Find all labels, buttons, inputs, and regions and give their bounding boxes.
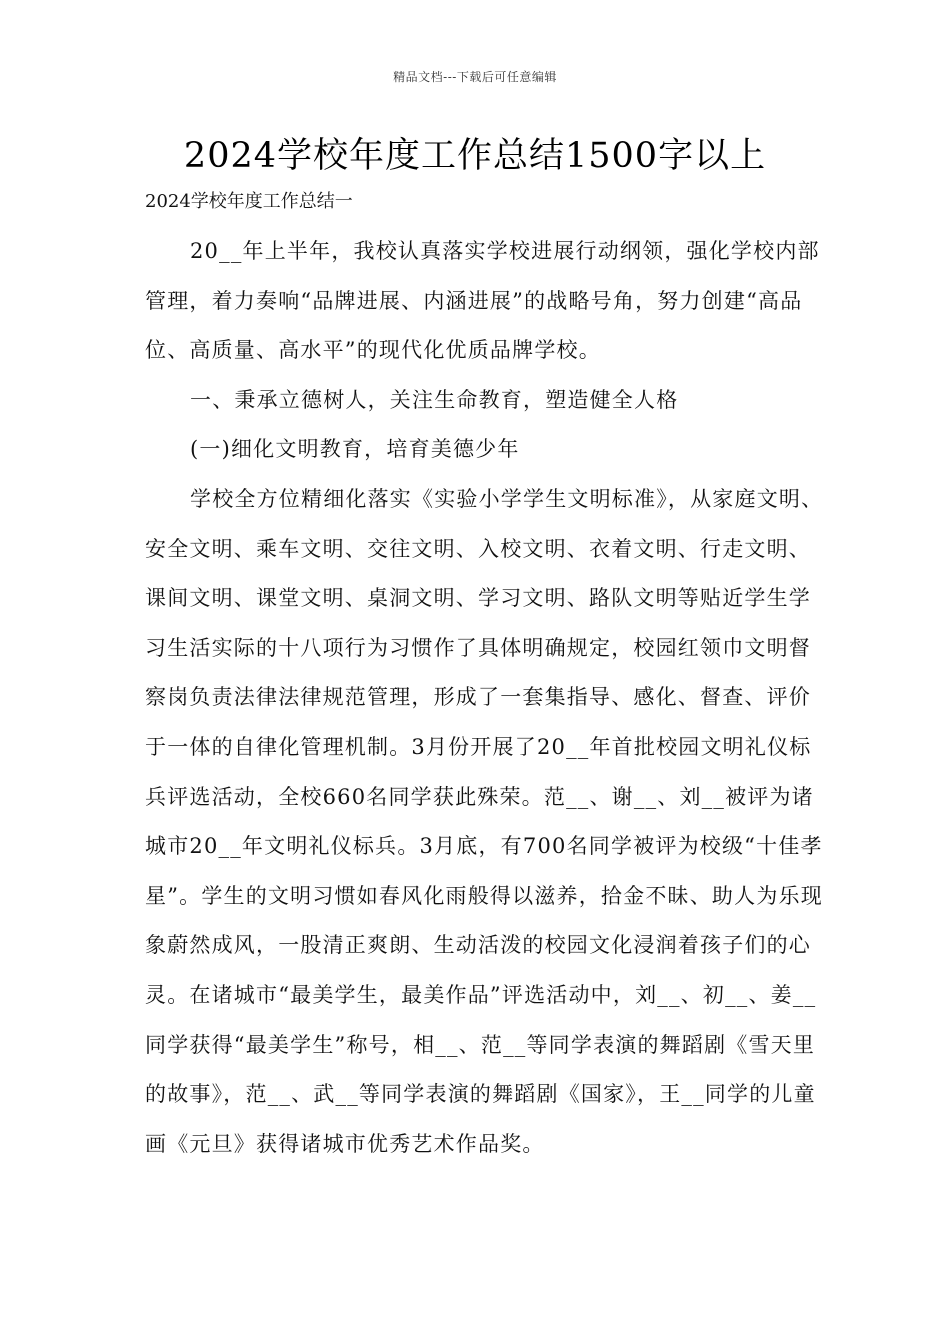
document-subtitle: 2024学校年度工作总结一	[145, 191, 353, 212]
paragraph-body: 学校全方位精细化落实《实验小学学生文明标准》，从家庭文明、安全文明、乘车文明、交往文明、入校文明、衣着文明、行走文明、课间文明、课堂文明、桌洞文明、学习文明、路队文明等贴近学生学习生活实际的十八项行为习惯作了具体明确规定，校园红领巾文明督察岗负责法律法律规范管理，形成了一套集指导、感化、督查、评价于一体的自律化管理机制。3月份开展了20__年首批校园文明礼仪标兵评选活动，全校660名同学获此殊荣。范__、谢__、刘__被评为诸城市20__年文明礼仪标兵。3月底，有700名同学被评为校级“十佳孝星”。学生的文明习惯如春风化雨般得以滋养，拾金不昧、助人为乐现象蔚然成风，一股清正爽朗、生动活泼的校园文化浸润着孩子们的心灵。在诸城市“最美学生，最美作品”评选活动中，刘__、初__、姜__同学获得“最美学生”称号，相__、范__等同学表演的舞蹈剧《雪天里的故事》，范__、武__等同学表演的舞蹈剧《国家》，王__同学的儿童画《元旦》获得诸城市优秀艺术作品奖。	[145, 486, 824, 1156]
paragraph-intro: 20__年上半年，我校认真落实学校进展行动纲领，强化学校内部管理，着力奏响“品牌进展、内涵进展”的战略号角，努力创建“高品位、高质量、高水平”的现代化优质品牌学校。	[145, 239, 820, 363]
section-heading-1: 一、秉承立德树人，关注生命教育，塑造健全人格	[190, 387, 679, 412]
document-title: 2024学校年度工作总结1500字以上	[183, 136, 767, 176]
header-watermark: 精品文档---下载后可任意编辑	[393, 70, 557, 84]
document-body	[145, 227, 825, 1169]
subsection-heading-1: (一)细化文明教育，培育美德少年	[190, 437, 520, 462]
